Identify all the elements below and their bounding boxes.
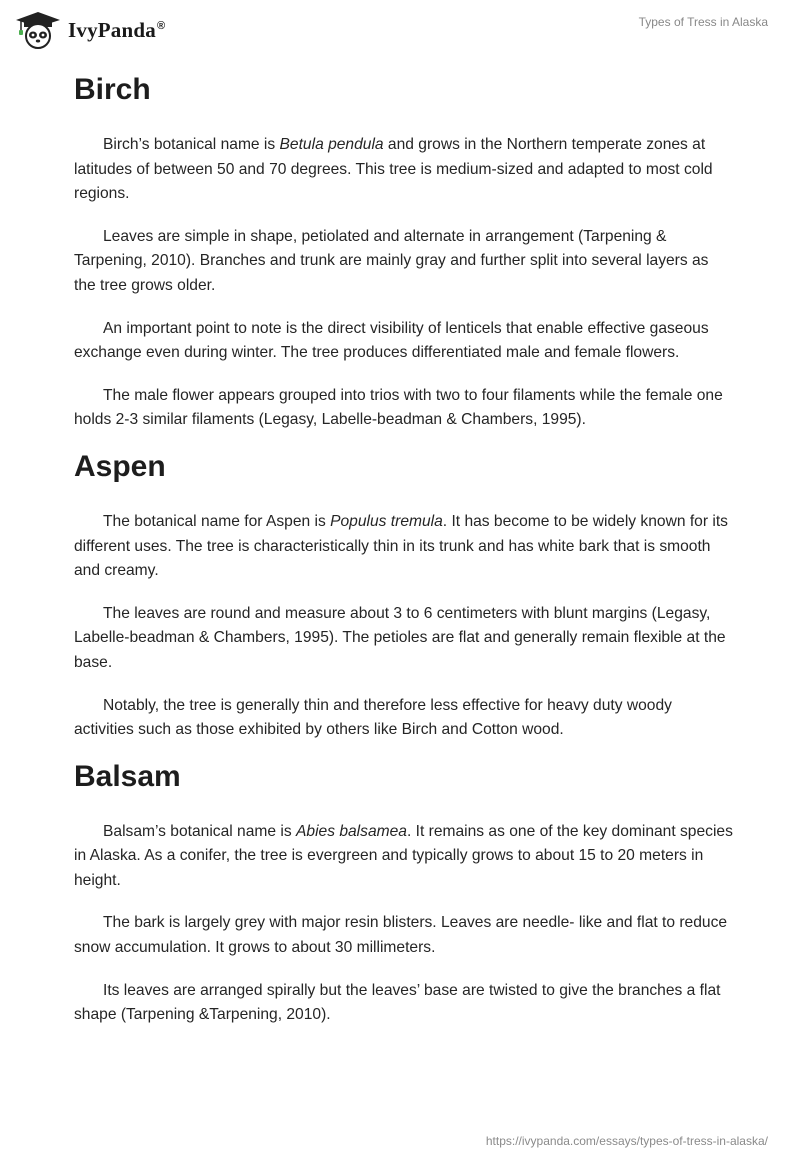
botanical-name: Populus tremula <box>330 512 443 530</box>
paragraph: The leaves are round and measure about 3 to 6 centimeters with blunt margins (Legasy, Labelle-beadman & Chambers, 1995). The petioles are flat and generally remain flexible at the base. <box>74 604 726 671</box>
essay-content <box>74 72 734 1044</box>
paragraph: The bark is largely grey with major resin blisters. Leaves are needle- like and flat to reduce snow accumulation. It grows to about 30 millimeters. <box>74 914 728 957</box>
section-heading: Birch <box>74 73 151 106</box>
paragraph: The botanical name for Aspen is Populus tremula. It has become to be widely known for its different uses. The tree is characteristically thin in its trunk and has white bark that is smooth and creamy. <box>74 512 728 580</box>
section-heading: Aspen <box>74 449 166 483</box>
ivypanda-logo[interactable] <box>14 10 165 50</box>
paragraph: Balsam’s botanical name is Abies balsamea. It remains as one of the key dominant species in Alaska. As a conifer, the tree is evergreen and typically grows to about 15 to 20 meters in height. <box>74 822 733 889</box>
botanical-name: Betula pendula <box>279 136 384 153</box>
page-header <box>0 0 800 60</box>
paragraph: Leaves are simple in shape, petiolated and alternate in arrangement (Tarpening & Tarpening, 2010). Branches and trunk are mainly gray and further split into several layers as the tree grows older. <box>74 227 709 294</box>
paragraph: An important point to note is the direct visibility of lenticels that enable effective gaseous exchange even during winter. The tree produces differentiated male and female flowers. <box>74 319 709 362</box>
source-url-link[interactable]: https://ivypanda.com/essays/types-of-tress-in-alaska/ <box>485 1134 768 1148</box>
section-heading: Balsam <box>74 759 181 793</box>
paragraph: The male flower appears grouped into trios with two to four filaments while the female one holds 2-3 similar filaments (Legasy, Labelle-beadman & Chambers, 1995). <box>74 386 723 429</box>
logo-text: IvyPanda® <box>68 17 166 42</box>
registered-mark: ® <box>156 19 166 32</box>
section-balsam <box>74 759 734 1028</box>
paragraph: Notably, the tree is generally thin and therefore less effective for heavy duty woody activities such as those exhibited by others like Birch and Cotton wood. <box>74 696 672 739</box>
section-aspen <box>74 449 734 743</box>
botanical-name: Abies balsamea <box>296 822 407 840</box>
paragraph: Its leaves are arranged spirally but the leaves’ base are twisted to give the branches a flat shape (Tarpening &Tarpening, 2010). <box>74 981 721 1024</box>
paragraph: Birch’s botanical name is Betula pendula and grows in the Northern temperate zones at latitudes of between 50 and 70 degrees. This tree is medium-sized and adapted to most cold regions. <box>74 136 713 203</box>
section-birch <box>74 72 734 433</box>
panda-logo-icon <box>14 10 62 50</box>
document-title: Types of Tress in Alaska <box>638 15 768 29</box>
